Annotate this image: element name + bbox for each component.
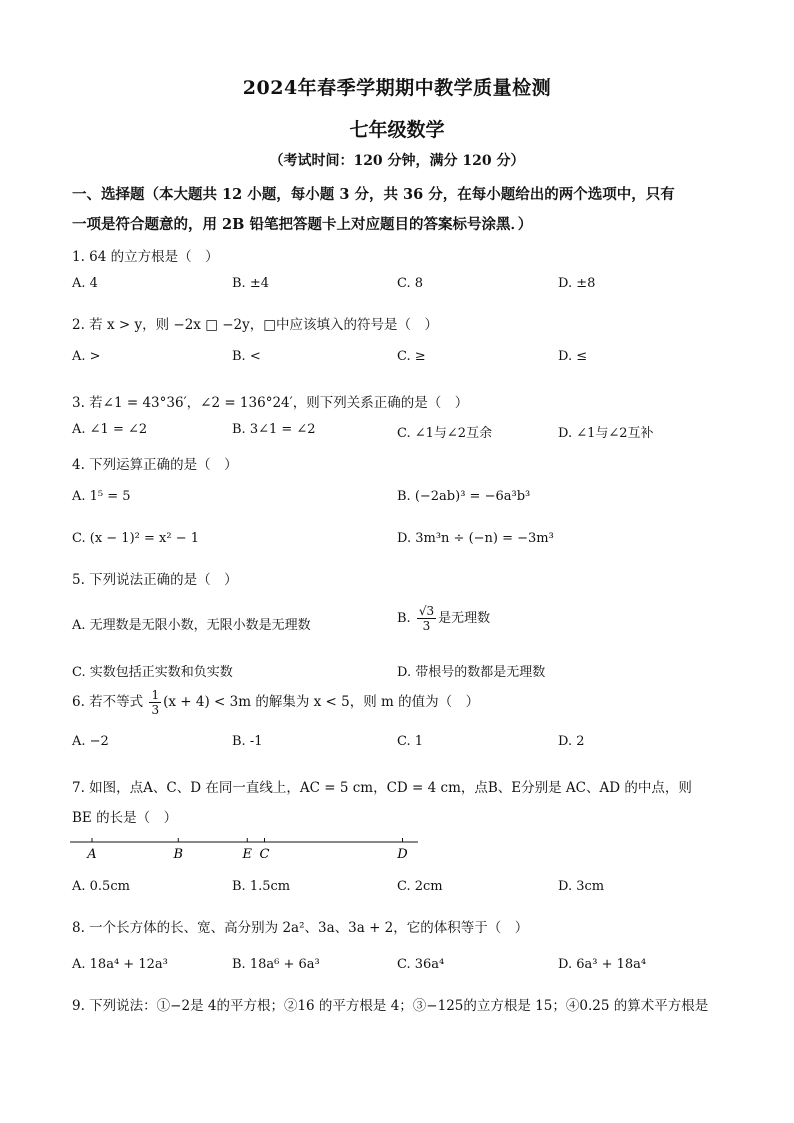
question-8-stem: 8. 一个长方体的长、宽、高分别为 2a²、3a、3a + 2，它的体积等于（ ） xyxy=(72,920,529,936)
question-8-option-b: B. 18a⁶ + 6a³ xyxy=(232,957,320,972)
question-9-stem: 9. 下列说法：①−2是 4的平方根；②16 的平方根是 4；③−125的立方根是 15；④0.25 的算术平方根是 xyxy=(72,998,709,1014)
option-b-text: 是无理数 xyxy=(438,611,491,626)
question-4-option-c: C. (x − 1)² = x² − 1 xyxy=(72,531,199,546)
question-3-option-a: A. ∠1 = ∠2 xyxy=(72,422,148,437)
one-third-fraction xyxy=(149,688,161,717)
segment-figure xyxy=(66,832,426,866)
question-5-option-b xyxy=(397,604,490,633)
question-5-option-d: D. 带根号的数都是无理数 xyxy=(397,665,546,680)
point-label-b: B xyxy=(173,847,184,862)
sqrt3-over-3-fraction xyxy=(417,604,436,633)
question-6-option-b: B. -1 xyxy=(232,734,263,749)
point-label-c: C xyxy=(259,847,270,862)
question-3-stem: 3. 若∠1 = 43°36′，∠2 = 136°24′，则下列关系正确的是（ ） xyxy=(72,395,469,411)
question-7-option-a: A. 0.5cm xyxy=(72,879,130,894)
question-4-option-a: A. 1⁵ = 5 xyxy=(72,489,131,504)
question-6-suffix: (x + 4) < 3m 的解集为 x < 5，则 m 的值为（ ） xyxy=(163,694,480,710)
question-7-stem-line2: BE 的长是（ ） xyxy=(72,810,178,826)
question-4-option-b: B. (−2ab)³ = −6a³b³ xyxy=(397,489,531,504)
question-4-option-d: D. 3m³n ÷ (−n) = −3m³ xyxy=(397,531,554,546)
point-label-d: D xyxy=(397,847,408,862)
question-8-option-d: D. 6a³ + 18a⁴ xyxy=(558,957,647,972)
page-subtitle: 七年级数学 xyxy=(349,119,445,141)
question-7-stem-line1: 7. 如图，点A、C、D 在同一直线上，AC = 5 cm，CD = 4 cm，点B、E分别是 AC、AD 的中点，则 xyxy=(72,780,692,796)
question-8-option-c: C. 36a⁴ xyxy=(397,957,445,972)
question-1-option-b: B. ±4 xyxy=(232,276,269,291)
question-7-option-d: D. 3cm xyxy=(558,879,605,894)
question-1-option-c: C. 8 xyxy=(397,276,424,291)
question-6-stem xyxy=(72,688,479,717)
section-heading-line1: 一、选择题（本大题共 12 小题，每小题 3 分，共 36 分，在每小题给出的两个选项中，只有 xyxy=(72,186,675,203)
question-6-prefix: 6. 若不等式 xyxy=(72,694,144,710)
question-5-option-a: A. 无理数是无限小数，无限小数是无理数 xyxy=(72,618,311,633)
question-6-option-a: A. −2 xyxy=(72,734,109,749)
question-8-option-a: A. 18a⁴ + 12a³ xyxy=(72,957,168,972)
question-7-option-b: B. 1.5cm xyxy=(232,879,291,894)
fraction-numerator: 1 xyxy=(151,688,160,702)
exam-note: （考试时间：120 分钟，满分 120 分） xyxy=(269,153,525,169)
question-5-stem: 5. 下列说法正确的是（ ） xyxy=(72,572,238,588)
question-7-option-c: C. 2cm xyxy=(397,879,443,894)
question-3-option-c: C. ∠1与∠2互余 xyxy=(397,426,493,441)
question-1-option-a: A. 4 xyxy=(72,276,98,291)
question-4-stem: 4. 下列运算正确的是（ ） xyxy=(72,457,238,473)
point-label-e: E xyxy=(242,847,252,862)
fraction-numerator: √3 xyxy=(418,604,435,618)
fraction-denominator: 3 xyxy=(422,619,431,633)
question-2-option-a: A. > xyxy=(72,349,101,364)
point-label-a: A xyxy=(87,847,97,862)
question-2-stem: 2. 若 x > y，则 −2x □ −2y，□中应该填入的符号是（ ） xyxy=(72,317,439,333)
question-6-option-d: D. 2 xyxy=(558,734,585,749)
question-3-option-d: D. ∠1与∠2互补 xyxy=(558,426,654,441)
question-6-option-c: C. 1 xyxy=(397,734,424,749)
question-2-option-c: C. ≥ xyxy=(397,349,426,364)
question-2-option-d: D. ≤ xyxy=(558,349,588,364)
question-5-option-c: C. 实数包括正实数和负实数 xyxy=(72,665,233,680)
question-1-option-d: D. ±8 xyxy=(558,276,596,291)
question-3-option-b: B. 3∠1 = ∠2 xyxy=(232,422,316,437)
question-1-stem: 1. 64 的立方根是（ ） xyxy=(72,249,219,265)
page-title: 2024年春季学期期中教学质量检测 xyxy=(242,77,552,99)
fraction-denominator: 3 xyxy=(151,703,160,717)
option-b-label: B. xyxy=(397,611,411,626)
section-heading-line2: 一项是符合题意的，用 2B 铅笔把答题卡上对应题目的答案标号涂黑．） xyxy=(72,216,533,233)
question-2-option-b: B. < xyxy=(232,349,261,364)
